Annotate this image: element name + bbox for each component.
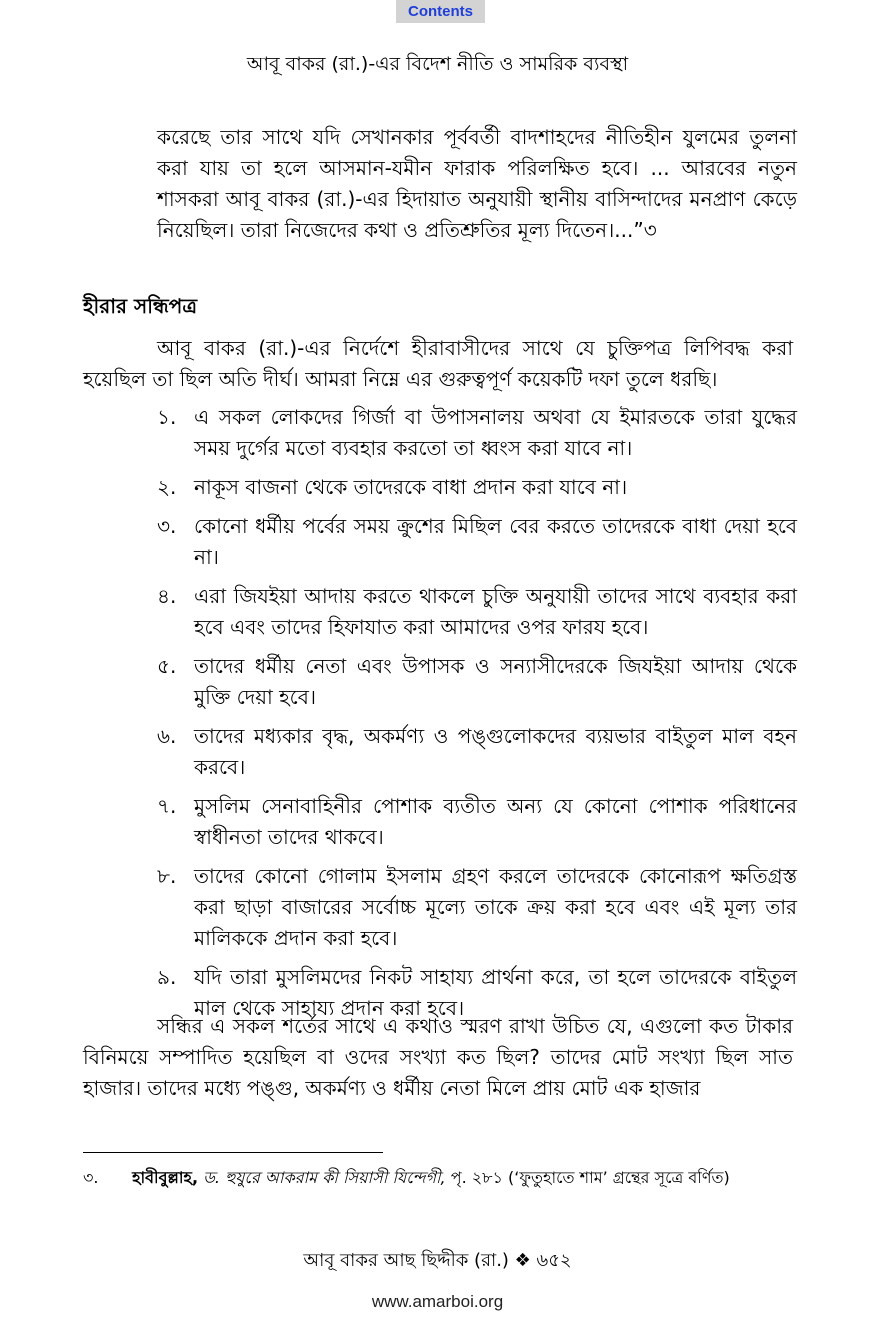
- list-item: [157, 791, 797, 853]
- treaty-clauses-list: [157, 402, 797, 1024]
- footnote-book-title: ড. হুযুরে আকরাম কী সিয়াসী যিন্দেগী,: [203, 1168, 446, 1187]
- item-number: ৩.: [157, 514, 177, 538]
- section-heading: হীরার সন্ধিপত্র: [83, 294, 198, 318]
- site-url[interactable]: www.amarboi.org: [371, 1292, 504, 1311]
- list-item: [157, 402, 797, 464]
- item-text: যদি তারা মুসলিমদের নিকট সাহায্য প্রার্থনা করে, তা হলে তাদেরকে বাইতুল মাল থেকে সাহায্য প্রদান করা হবে।: [194, 965, 797, 1020]
- running-head: আবূ বাকর (রা.)-এর বিদেশ নীতি ও সামরিক ব্যবস্থা: [246, 53, 629, 75]
- item-text: তাদের ধর্মীয় নেতা এবং উপাসক ও সন্যাসীদেরকে জিযইয়া আদায় থেকে মুক্তি দেয়া হবে।: [194, 654, 797, 709]
- item-text: এ সকল লোকদের গির্জা বা উপাসনালয় অথবা যে ইমারতকে তারা যুদ্ধের সময় দুর্গের মতো ব্যবহার করতো তা ধ্বংস করা যাবে না।: [194, 405, 797, 460]
- footnote-author: হাবীবুল্লাহ,: [132, 1168, 199, 1187]
- item-text: এরা জিযইয়া আদায় করতে থাকলে চুক্তি অনুযায়ী তাদের সাথে ব্যবহার করা হবে এবং তাদের হিফাযাত করা আমাদের ওপর ফারয হবে।: [194, 584, 797, 639]
- footnote-divider: [83, 1152, 383, 1153]
- item-text: তাদের কোনো গোলাম ইসলাম গ্রহণ করলে তাদেরকে কোনোরূপ ক্ষতিগ্রস্ত করা ছাড়া বাজারের সর্বোচ্চ মূল্যে তাকে ক্রয় করা হবে এবং এই মূল্য তার মালিককে প্রদান করা হবে।: [194, 864, 797, 950]
- list-item: [157, 861, 797, 954]
- item-text: মুসলিম সেনাবাহিনীর পোশাক ব্যতীত অন্য যে কোনো পোশাক পরিধানের স্বাধীনতা তাদের থাকবে।: [194, 794, 797, 849]
- item-text: তাদের মধ্যকার বৃদ্ধ, অকর্মণ্য ও পঙ্গুলোকদের ব্যয়ভার বাইতুল মাল বহন করবে।: [194, 724, 797, 779]
- intro-paragraph: আবূ বাকর (রা.)-এর নির্দেশে হীরাবাসীদের সাথে যে চুক্তিপত্র লিপিবদ্ধ করা হয়েছিল তা ছিল অতি দীর্ঘ। আমরা নিম্নে এর গুরুত্বপূর্ণ কয়েকটি দফা তুলে ধরছি।: [83, 336, 793, 391]
- list-item: [157, 721, 797, 783]
- list-item: [157, 581, 797, 643]
- item-number: ১.: [157, 405, 177, 429]
- item-number: ৭.: [157, 794, 177, 818]
- page-footer: আবূ বাকর আছ ছিদ্দীক (রা.) ❖ ৬৫২: [303, 1250, 572, 1271]
- item-number: ৬.: [157, 724, 177, 748]
- footnote-number: ৩.: [83, 1168, 99, 1187]
- item-number: ৮.: [157, 864, 177, 888]
- item-text: কোনো ধর্মীয় পর্বের সময় ক্রুশের মিছিল বের করতে তাদেরকে বাধা দেয়া হবে না।: [194, 514, 797, 569]
- item-text: নাকূস বাজনা থেকে তাদেরকে বাধা প্রদান করা যাবে না।: [194, 475, 628, 499]
- footnote: [83, 1165, 793, 1191]
- list-item: [157, 511, 797, 573]
- item-number: ৯.: [157, 965, 177, 989]
- item-number: ৫.: [157, 654, 177, 678]
- quote-paragraph: করেছে তার সাথে যদি সেখানকার পূর্ববর্তী বাদশাহদের নীতিহীন যুলমের তুলনা করা যায় তা হলে আসমান-যমীন ফারাক পরিলক্ষিত হবে। ... আরবের নতুন শাসকরা আবূ বাকর (রা.)-এর হিদায়াত অনুযায়ী স্থানীয় বাসিন্দাদের মনপ্রাণ কেড়ে নিয়েছিল। তারা নিজেদের কথা ও প্রতিশ্রুতির মূল্য দিতেন।...”৩: [157, 125, 797, 242]
- item-number: ৪.: [157, 584, 177, 608]
- closing-paragraph: সন্ধির এ সকল শর্তের সাথে এ কথাও স্মরণ রাখা উচিত যে, এগুলো কত টাকার বিনিময়ে সম্পাদিত হয়েছিল বা ওদের সংখ্যা কত ছিল? তাদের মোট সংখ্যা ছিল সাত হাজার। তাদের মধ্যে পঙ্গু, অকর্মণ্য ও ধর্মীয় নেতা মিলে প্রায় মোট এক হাজার: [83, 1014, 793, 1100]
- footnote-reference: পৃ. ২৮১ (‘ফুতুহাতে শাম’ গ্রন্থের সূত্রে বর্ণিত): [450, 1168, 730, 1187]
- list-item: [157, 651, 797, 713]
- list-item: [157, 472, 797, 503]
- item-number: ২.: [157, 475, 177, 499]
- contents-button[interactable]: Contents: [396, 0, 485, 23]
